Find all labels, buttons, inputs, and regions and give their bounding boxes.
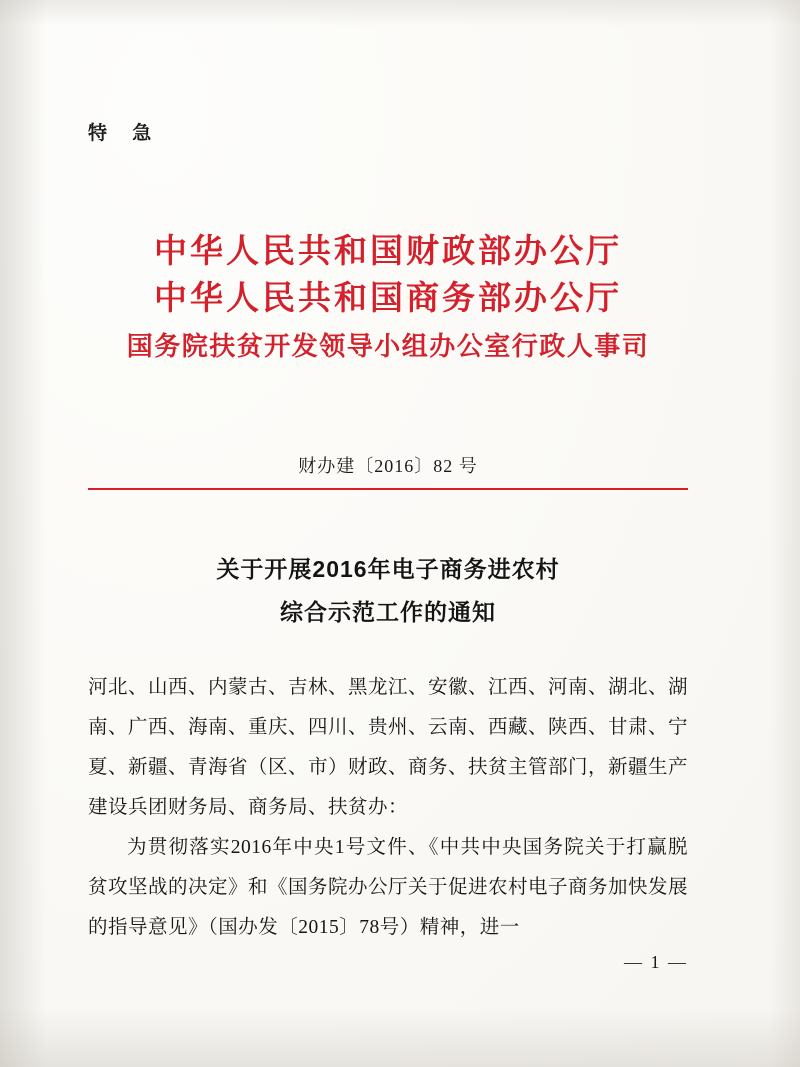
page-number: — 1 — [624,952,688,972]
issuing-agency-header [88,228,688,365]
scan-edge-shading-left [0,0,46,1067]
document-body [88,668,688,948]
issuing-agency-line-1: 中华人民共和国财政部办公厅 [154,232,622,269]
issuing-agency-line-3: 国务院扶贫开发领导小组办公室行政人事司 [126,330,650,361]
body-paragraph-1: 为贯彻落实2016年中央1号文件、《中共中央国务院关于打赢脱贫攻坚战的决定》和《国务院办公厅关于促进农村电子商务加快发展的指导意见》（国办发〔2015〕78号）精神，进一 [88,836,689,938]
recipient-list: 河北、山西、内蒙古、吉林、黑龙江、安徽、江西、河南、湖北、湖南、广西、海南、重庆、四川、贵州、云南、西藏、陕西、甘肃、宁夏、新疆、青海省（区、市）财政、商务、扶贫主管部门，新疆生产建设兵团财务局、商务局、扶贫办： [88,677,689,818]
document-title [88,548,688,633]
document-title-line-2: 综合示范工作的通知 [280,598,496,625]
scan-edge-shading-right [770,0,800,1067]
document-number: 财办建〔2016〕82 号 [298,456,478,476]
urgency-mark: 特 急 [88,123,162,144]
document-content-area [88,0,688,1067]
red-divider-rule [88,488,688,490]
issuing-agency-line-2: 中华人民共和国商务部办公厅 [154,278,622,316]
document-title-line-1: 关于开展2016年电子商务进农村 [216,556,560,582]
